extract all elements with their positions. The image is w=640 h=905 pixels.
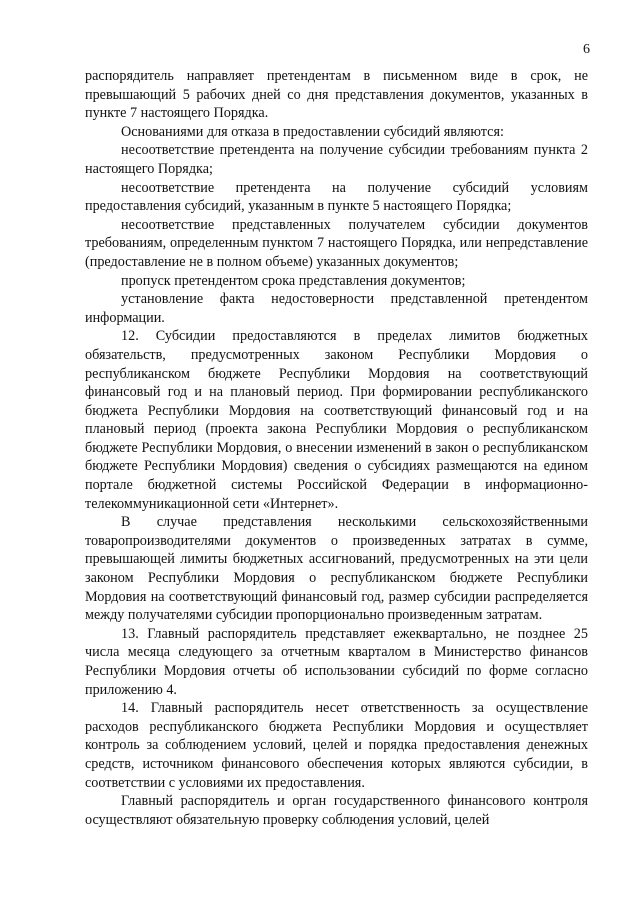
paragraph: несоответствие претендента на получение субсидий условиям предоставления субсидий, указанным в пункте 5 настоящего Порядка; bbox=[85, 179, 588, 215]
paragraph: В случае представления несколькими сельскохозяйственными товаропроизводителями документов о произведенных затратах в сумме, превышающей лимиты бюджетных ассигнований, предусмотренных на эти цели законом Республики Мордовия о республиканском бюджете Республики Мордовия на соответствующий финансовый год, размер субсидии распределяется между получателями субсидии пропорционально произведенным затратам. bbox=[85, 514, 588, 624]
page-number: 6 bbox=[583, 42, 590, 57]
paragraph: несоответствие претендента на получение субсидии требованиям пункта 2 настоящего Порядка; bbox=[85, 142, 588, 177]
paragraph: Главный распорядитель и орган государственного финансового контроля осуществляют обязательную проверку соблюдения условий, целей bbox=[85, 793, 588, 828]
paragraph: распорядитель направляет претендентам в письменном виде в срок, не превышающий 5 рабочих дней со дня представления документов, указанных в пункте 7 настоящего Порядка. bbox=[85, 68, 588, 122]
paragraph: 13. Главный распорядитель представляет ежеквартально, не позднее 25 числа месяца следующего за отчетным кварталом в Министерство финансов Республики Мордовия отчеты об использовании субсидий по форме согласно приложению 4. bbox=[85, 625, 588, 698]
paragraph: 12. Субсидии предоставляются в пределах лимитов бюджетных обязательств, предусмотренных законом Республики Мордовия о республиканском бюджете Республики Мордовия на соответствующий финансовый год и на плановый период. При формировании республиканского бюджета Республики Мордовия на соответствующий финансовый год и на плановый период (проекта закона Республики Мордовия о республиканском бюджете Республики Мордовия, о внесении изменений в закон о республиканском бюджете Республики Мордовия) сведения о субсидиях размещаются на едином портале бюджетной системы Российской Федерации в информационно-телекоммуникационной сети «Интернет». bbox=[85, 328, 588, 512]
document-body bbox=[85, 67, 588, 829]
paragraph: установление факта недостоверности представленной претендентом информации. bbox=[85, 291, 588, 326]
paragraph: Основаниями для отказа в предоставлении субсидий являются: bbox=[121, 123, 504, 140]
paragraph: несоответствие представленных получателем субсидии документов требованиям, определенным пунктом 7 настоящего Порядка, или непредставление (предоставление не в полном объеме) указанных документов; bbox=[85, 216, 588, 270]
paragraph: 14. Главный распорядитель несет ответственность за осуществление расходов республиканского бюджета Республики Мордовия и осуществляет контроль за соблюдением условий, целей и порядка предоставления денежных средств, источником финансового обеспечения которых являются субсидии, в соответствии с условиями их предоставления. bbox=[85, 700, 588, 791]
paragraph: пропуск претендентом срока представления документов; bbox=[121, 272, 466, 289]
